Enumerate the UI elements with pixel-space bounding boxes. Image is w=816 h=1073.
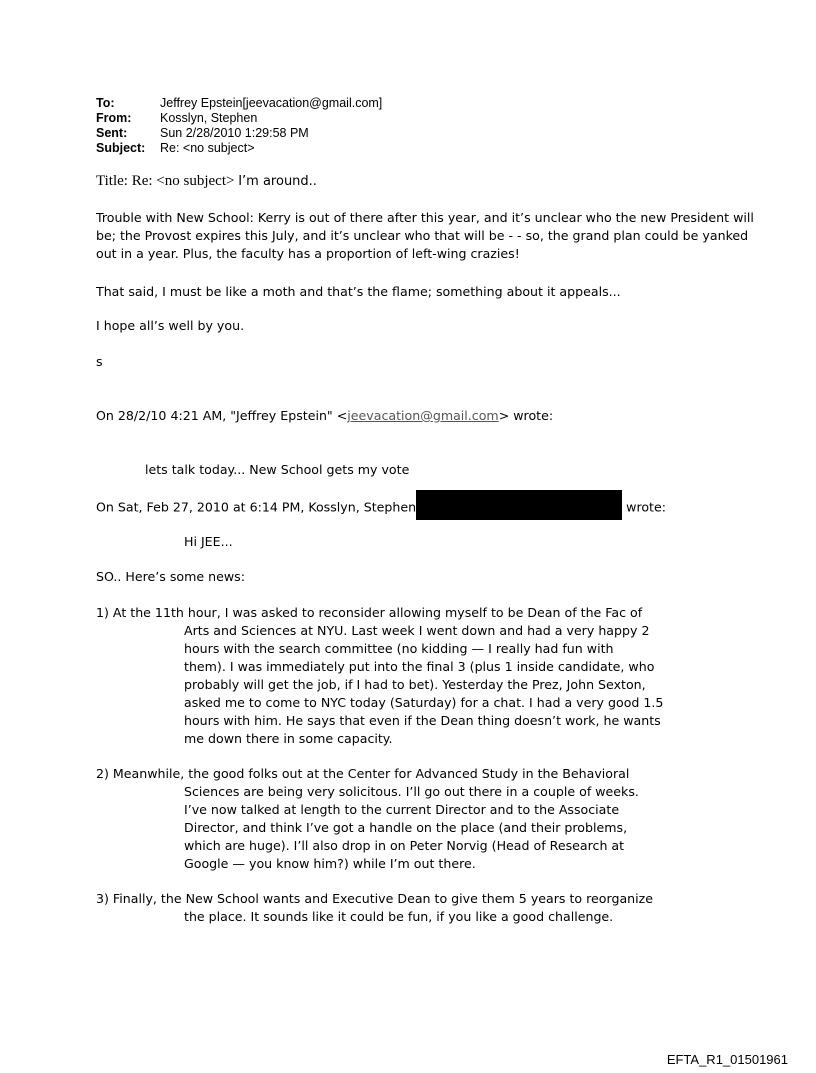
- message-title: [96, 173, 317, 190]
- item-line: 3) Finally, the New School wants and Executive Dean to give them 5 years to reorganize: [96, 891, 653, 906]
- to-value: Jeffrey Epstein[jeevacation@gmail.com]: [160, 96, 383, 110]
- quote2-intro: [96, 496, 666, 520]
- quote2-intro-end: wrote:: [626, 499, 666, 515]
- document-id: EFTA_R1_01501961: [666, 1052, 788, 1067]
- item-line: hours with the search committee (no kidding — I really had fun with: [184, 641, 614, 656]
- email-header: [96, 96, 382, 156]
- title-prefix: Title: Re: <no subject>: [96, 173, 235, 189]
- item-line: asked me to come to NYC today (Saturday) for a chat. I had a very good 1.5: [184, 695, 664, 710]
- body-line: be; the Provost expires this July, and it’s unclear who that will be - - so, the grand plan could be yanked: [96, 228, 749, 243]
- item-line: Arts and Sciences at NYU. Last week I went down and had a very happy 2: [184, 623, 650, 638]
- quote1-intro-end: > wrote:: [498, 408, 554, 423]
- signature: s: [96, 354, 103, 369]
- body-paragraph-1: [96, 209, 754, 263]
- subject-label: Subject:: [96, 141, 146, 155]
- item-line: I’ve now talked at length to the current Director and to the Associate: [184, 802, 620, 817]
- quote2-intro-start: On Sat, Feb 27, 2010 at 6:14 PM, Kosslyn, Stephen: [96, 499, 417, 515]
- from-value: Kosslyn, Stephen: [160, 111, 258, 125]
- sent-value: Sun 2/28/2010 1:29:58 PM: [160, 126, 309, 140]
- news-item-2: [96, 765, 639, 873]
- news-item-3: [96, 890, 653, 926]
- item-line: me down there in some capacity.: [184, 731, 393, 746]
- item-line: them). I was immediately put into the final 3 (plus 1 inside candidate, who: [184, 659, 655, 674]
- header-subject-row: [96, 141, 382, 156]
- body-line: out in a year. Plus, the faculty has a proportion of left-wing crazies!: [96, 246, 520, 261]
- header-from-row: [96, 111, 382, 126]
- redaction-block: [416, 490, 622, 520]
- header-to-row: [96, 96, 382, 111]
- subject-value: Re: <no subject>: [160, 141, 255, 155]
- title-tail: I’m around..: [238, 174, 317, 189]
- item-line: the place. It sounds like it could be fun, if you like a good challenge.: [184, 909, 614, 924]
- sent-label: Sent:: [96, 126, 128, 140]
- item-line: Google — you know him?) while I’m out there.: [184, 856, 476, 871]
- header-sent-row: [96, 126, 382, 141]
- quote2-greeting: Hi JEE...: [184, 534, 233, 549]
- item-line: Director, and think I’ve got a handle on the place (and their problems,: [184, 820, 628, 835]
- from-label: From:: [96, 111, 132, 125]
- quote1-intro-start: On 28/2/10 4:21 AM, "Jeffrey Epstein" <: [96, 408, 348, 423]
- quote2-news: SO.. Here’s some news:: [96, 569, 245, 584]
- body-line: Trouble with New School: Kerry is out of there after this year, and it’s unclear who the new President will: [96, 210, 754, 225]
- item-line: probably will get the job, if I had to bet). Yesterday the Prez, John Sexton,: [184, 677, 646, 692]
- item-line: hours with him. He says that even if the Dean thing doesn’t work, he wants: [184, 713, 661, 728]
- news-item-1: [96, 604, 663, 748]
- item-line: Sciences are being very solicitous. I’ll go out there in a couple of weeks.: [184, 784, 639, 799]
- item-line: 2) Meanwhile, the good folks out at the Center for Advanced Study in the Behavioral: [96, 766, 630, 781]
- to-label: To:: [96, 96, 115, 110]
- body-paragraph-2: That said, I must be like a moth and that’s the flame; something about it appeals...: [96, 284, 621, 299]
- body-paragraph-3: I hope all’s well by you.: [96, 318, 245, 333]
- email-link[interactable]: jeevacation@gmail.com: [347, 408, 499, 423]
- quote1-intro: [96, 407, 553, 425]
- quote1-message: lets talk today... New School gets my vote: [145, 462, 410, 477]
- item-line: which are huge). I’ll also drop in on Peter Norvig (Head of Research at: [184, 838, 625, 853]
- item-line: 1) At the 11th hour, I was asked to reconsider allowing myself to be Dean of the Fac of: [96, 605, 643, 620]
